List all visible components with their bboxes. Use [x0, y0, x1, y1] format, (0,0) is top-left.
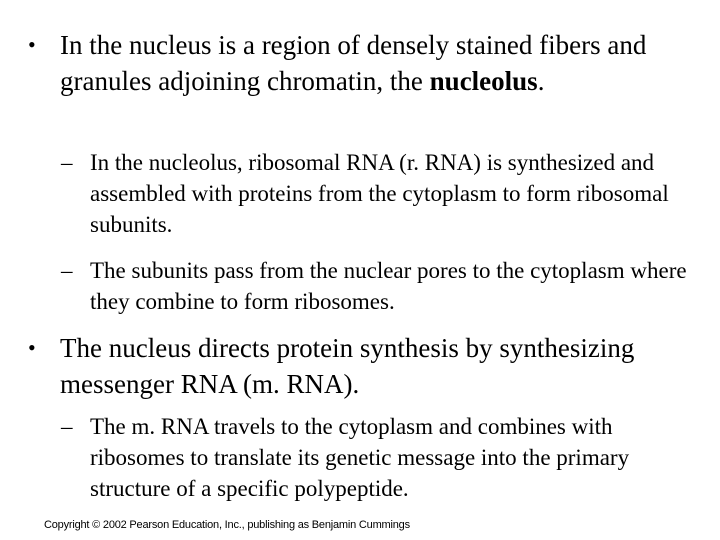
sub-bullet-marker: –	[61, 258, 73, 283]
bullet-marker: •	[28, 335, 36, 360]
bullet-1-text-before: In the nucleus is a region of densely stained fibers and granules adjoining chromatin, the	[60, 30, 647, 96]
sub-bullet-1-2	[61, 255, 691, 317]
sub-bullet-2-1	[61, 411, 691, 504]
bullet-2-text: The nucleus directs protein synthesis by synthesizing messenger RNA (m. RNA).	[60, 333, 635, 399]
sub-bullet-1-1-text: In the nucleolus, ribosomal RNA (r. RNA) is synthesized and assembled with proteins from the cytoplasm to form ribosomal subunits.	[90, 150, 669, 237]
sub-bullet-2-1-text: The m. RNA travels to the cytoplasm and combines with ribosomes to translate its genetic message into the primary structure of a specific polypeptide.	[90, 414, 630, 501]
sub-bullet-marker: –	[61, 414, 73, 439]
bullet-1-text-after: .	[537, 66, 545, 96]
sub-bullet-1-1	[61, 147, 691, 240]
sub-bullet-1-2-text: The subunits pass from the nuclear pores to the cytoplasm where they combine to form ribosomes.	[90, 258, 687, 314]
bullet-1	[28, 27, 698, 99]
bullet-1-text	[60, 27, 698, 99]
bullet-2	[28, 330, 698, 402]
bullet-marker: •	[28, 32, 36, 57]
sub-bullet-marker: –	[61, 150, 73, 175]
copyright-footer: Copyright © 2002 Pearson Education, Inc., publishing as Benjamin Cummings	[44, 519, 410, 531]
bullet-1-term-nucleolus: nucleolus	[429, 66, 538, 96]
